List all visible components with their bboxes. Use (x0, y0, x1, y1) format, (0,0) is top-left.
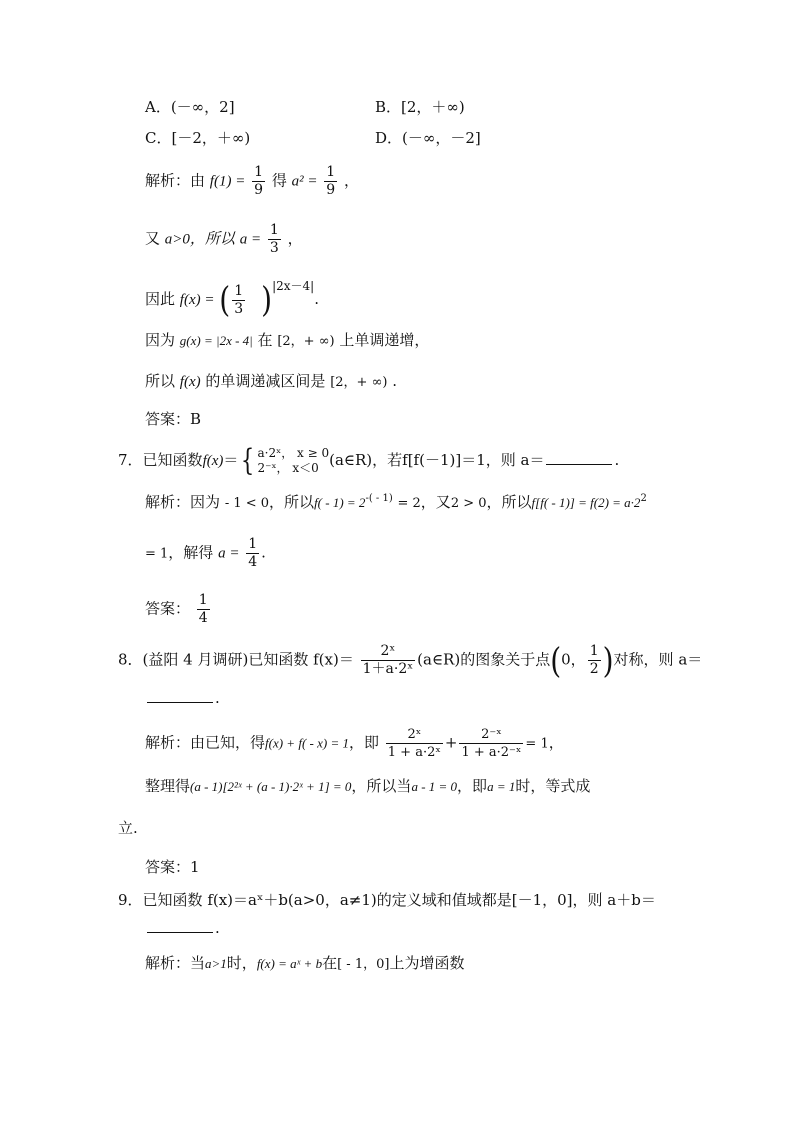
choice-d: D．(－∞，－2] (375, 129, 481, 147)
fraction-one-third-base: $\frac{1}{3}$ (234, 282, 244, 317)
p8-solution-line-1: 解析：由已知，得f(x) + f( - x) = 1，即 $\frac{\text{2ˣ}}{\text{1 + a·2ˣ}}$ + $\frac{\text{2⁻ˣ}}{\text{1 + a·2⁻ˣ}}$ = 1， (145, 727, 564, 760)
fraction-term-1: $\frac{\text{2ˣ}}{\text{1 + a·2ˣ}}$ (387, 727, 441, 760)
p7-stem: 7．已知函数f(x)＝{ a·2ˣ， x ≥ 0 2⁻ˣ， x＜0 (a∈R)，若f[f(－1)]＝1，则 a＝ . (118, 443, 620, 478)
p8-solution-line-3: 立. (118, 819, 138, 837)
choice-c: C．[－2，＋∞) (145, 129, 251, 147)
fraction-one-ninth: $\frac{1}{9}$ (254, 164, 264, 198)
p8-function-fraction: $\frac{\text{2ˣ}}{\text{1＋a·2ˣ}}$ (362, 643, 414, 677)
p6-answer: 答案：B (145, 410, 202, 428)
answer-fraction: $\frac{1}{4}$ (198, 592, 208, 626)
fraction-one-third: $\frac{1}{3}$ (269, 222, 279, 256)
fraction-term-2: $\frac{\text{2⁻ˣ}}{\text{1 + a·2⁻ˣ}}$ (461, 727, 522, 760)
p6-solution-line-5: 所以 f(x) 的单调递减区间是 [2，+ ∞) . (145, 372, 398, 390)
fraction-one-half: $\frac{1}{2}$ (589, 643, 599, 677)
choice-a: A．(－∞，2] (145, 98, 235, 116)
p6-solution-line-3: 因此 f(x) = ( $\frac{1}{3}$ )$^{|2x-4|}$. (145, 278, 319, 320)
p9-solution-line-1: 解析：当a>1时，f(x) = aˣ + b在[ - 1，0]上为增函数 (145, 954, 465, 972)
p9-stem: 9．已知函数 f(x)＝aˣ＋b(a>0，a≠1)的定义域和值域都是[－1，0]，则 a＋b＝ (118, 891, 656, 909)
p7-answer: 答案： $\frac{1}{4}$ (145, 592, 208, 626)
p6-solution-line-4: 因为 g(x) = |2x - 4| 在 [2，+ ∞) 上单调递增， (145, 331, 430, 349)
p7-solution-line-2: = 1，解得 a = $\frac{1}{4}$ . (145, 536, 266, 570)
p9-blank-line: . (145, 918, 220, 938)
p8-answer: 答案：1 (145, 858, 200, 876)
piecewise-cases: a·2ˣ， x ≥ 0 2⁻ˣ， x＜0 (257, 446, 330, 475)
exponent-abs: |2x－4| (272, 279, 315, 293)
p8-blank-line: . (145, 688, 220, 708)
p6-solution-line-2: 又 a>0，所以 a = $\frac{1}{3}$ ， (145, 222, 303, 256)
answer-blank (546, 450, 612, 465)
p6-solution-line-1: 解析：由 f(1) = $\frac{1}{9}$ 得 a² = $\frac{1}{9}$ ， (145, 164, 359, 198)
p7-solution-line-1: 解析：因为 - 1 < 0，所以$f( - 1) = 2^{-( - 1)} = 2$，又2 > 0，所以$f[f( - 1)] = f(2) = a\cdot 2^2$ (145, 493, 647, 511)
fraction-one-quarter: $\frac{1}{4}$ (248, 536, 258, 570)
answer-blank-9 (147, 918, 213, 933)
p8-solution-line-2: 整理得(a - 1)[2²ˣ + (a - 1)·2ˣ + 1] = 0，所以当a - 1 = 0，即a = 1时，等式成 (145, 777, 591, 795)
choice-b: B．[2，＋∞) (375, 98, 465, 116)
p8-stem: 8．(益阳 4 月调研)已知函数 f(x)＝ $\frac{\text{2ˣ}}{\text{1＋a·2ˣ}}$ (a∈R)的图象关于点(0， $\frac{1}{2}$ )对称，则 a＝ (118, 639, 703, 681)
fraction-one-ninth-b: $\frac{1}{9}$ (326, 164, 336, 198)
answer-blank-8 (147, 688, 213, 703)
